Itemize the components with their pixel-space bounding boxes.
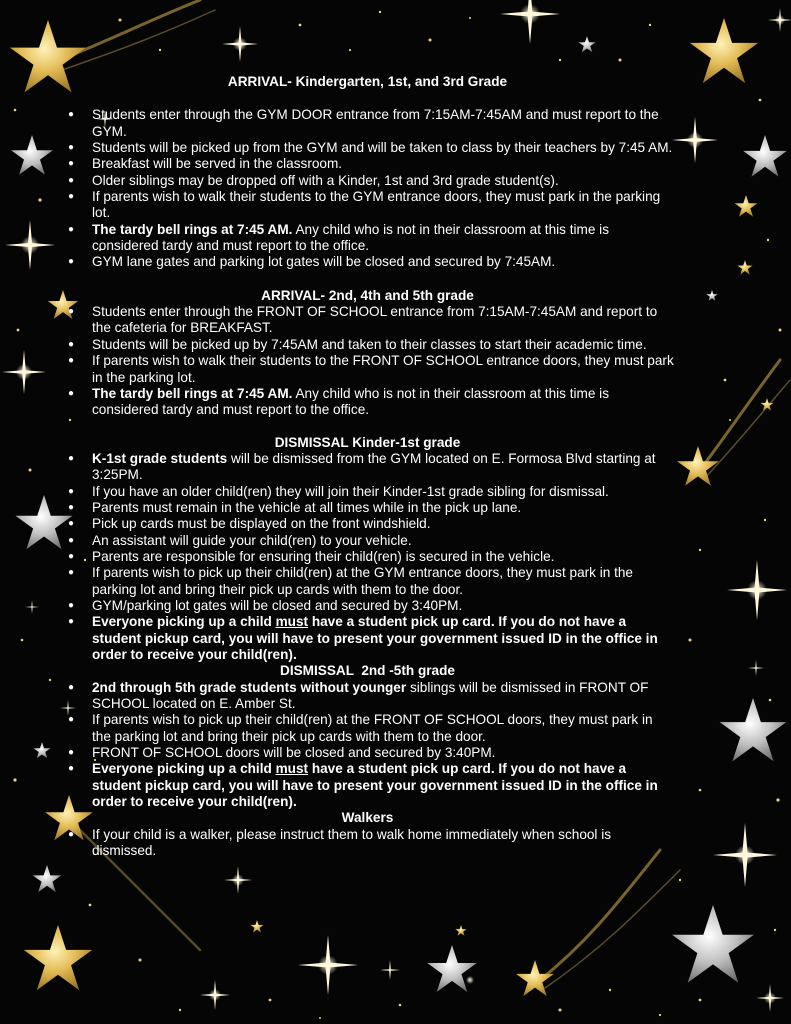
- walkers-list: [60, 827, 675, 860]
- list-item: ● Parents are responsible for ensuring their child(ren) is secured in the vehicle.: [60, 549, 675, 565]
- list-item: ● Parents must remain in the vehicle at all times while in the pick up lane.: [60, 500, 675, 516]
- list-item: ● The tardy bell rings at 7:45 AM. Any child who is not in their classroom at this time is considered tardy and must report to the office.: [60, 386, 675, 419]
- section-title: DISMISSAL Kinder-1st grade: [274, 434, 461, 450]
- list-item: ● Students will be picked up from the GYM and will be taken to class by their teachers by 7:45 AM.: [60, 140, 675, 156]
- dismissal-k-1-list: [60, 451, 675, 663]
- list-item: ● GYM/parking lot gates will be closed and secured by 3:40PM.: [60, 598, 675, 614]
- school-procedures-document: [60, 74, 675, 859]
- list-item: ● If parents wish to walk their students to the FRONT OF SCHOOL entrance doors, they must park in the parking lot.: [60, 353, 675, 386]
- list-item: ● If parents wish to pick up their child(ren) at the GYM entrance doors, they must park in the parking lot and bring their pick up cards with them to the door.: [60, 565, 675, 598]
- section-title: Walkers: [341, 810, 394, 826]
- list-item: ● Students enter through the FRONT OF SCHOOL entrance from 7:15AM-7:45AM and report to the cafeteria for BREAKFAST.: [60, 304, 675, 337]
- list-item: ● Everyone picking up a child must have a student pick up card. If you do not have a student pickup card, you will have to present your government issued ID in the office in order to receive your child(ren).: [60, 761, 675, 810]
- arrival-k-1-3-list: [60, 107, 675, 270]
- dismissal-2-5-list: [60, 680, 675, 811]
- list-item: ● Everyone picking up a child must have a student pick up card. If you do not have a student pickup card, you will have to present your government issued ID in the office in order to receive your child(ren).: [60, 614, 675, 663]
- list-item: ● Pick up cards must be displayed on the front windshield.: [60, 516, 675, 532]
- walkers-section: [60, 810, 675, 859]
- dismissal-k-1-section: [60, 435, 675, 664]
- list-item: ● K-1st grade students will be dismissed from the GYM located on E. Formosa Blvd starting at 3:25PM.: [60, 451, 675, 484]
- dismissal-2-5-section: [60, 663, 675, 810]
- list-item: ● 2nd through 5th grade students without younger siblings will be dismissed in FRONT OF SCHOOL located on E. Amber St.: [60, 680, 675, 713]
- section-title: ARRIVAL- Kindergarten, 1st, and 3rd Grade: [227, 74, 508, 89]
- list-item: ● Breakfast will be served in the classroom.: [60, 156, 675, 172]
- list-item: ● Students will be picked up by 7:45AM and taken to their classes to start their academic time.: [60, 337, 675, 353]
- section-title: DISMISSAL 2nd -5th grade: [280, 663, 455, 679]
- list-item: ● If parents wish to walk their students to the GYM entrance doors, they must park in the parking lot.: [60, 189, 675, 222]
- list-item: ● An assistant will guide your child(ren) to your vehicle.: [60, 533, 675, 549]
- list-item: ● GYM lane gates and parking lot gates will be closed and secured by 7:45AM.: [60, 254, 675, 270]
- section-title: ARRIVAL- 2nd, 4th and 5th grade: [261, 287, 474, 303]
- list-item: ● Older siblings may be dropped off with a Kinder, 1st and 3rd grade student(s).: [60, 173, 675, 189]
- list-item: ● Students enter through the GYM DOOR entrance from 7:15AM-7:45AM and must report to the GYM.: [60, 107, 675, 140]
- list-item: ● If parents wish to pick up their child(ren) at the FRONT OF SCHOOL doors, they must park in the parking lot and bring their pick up cards with them to the door.: [60, 712, 675, 745]
- list-item: ● If you have an older child(ren) they will join their Kinder-1st grade sibling for dismissal.: [60, 484, 675, 500]
- list-item: ● FRONT OF SCHOOL doors will be closed and secured by 3:40PM.: [60, 745, 675, 761]
- arrival-2-4-5-list: [60, 304, 675, 418]
- arrival-2-4-5-section: [60, 288, 675, 419]
- list-item: ● If your child is a walker, please instruct them to walk home immediately when school is dismissed.: [60, 827, 675, 860]
- list-item: ● The tardy bell rings at 7:45 AM. Any child who is not in their classroom at this time is considered tardy and must report to the office.: [60, 222, 675, 255]
- arrival-k-1-3-section: [60, 74, 675, 271]
